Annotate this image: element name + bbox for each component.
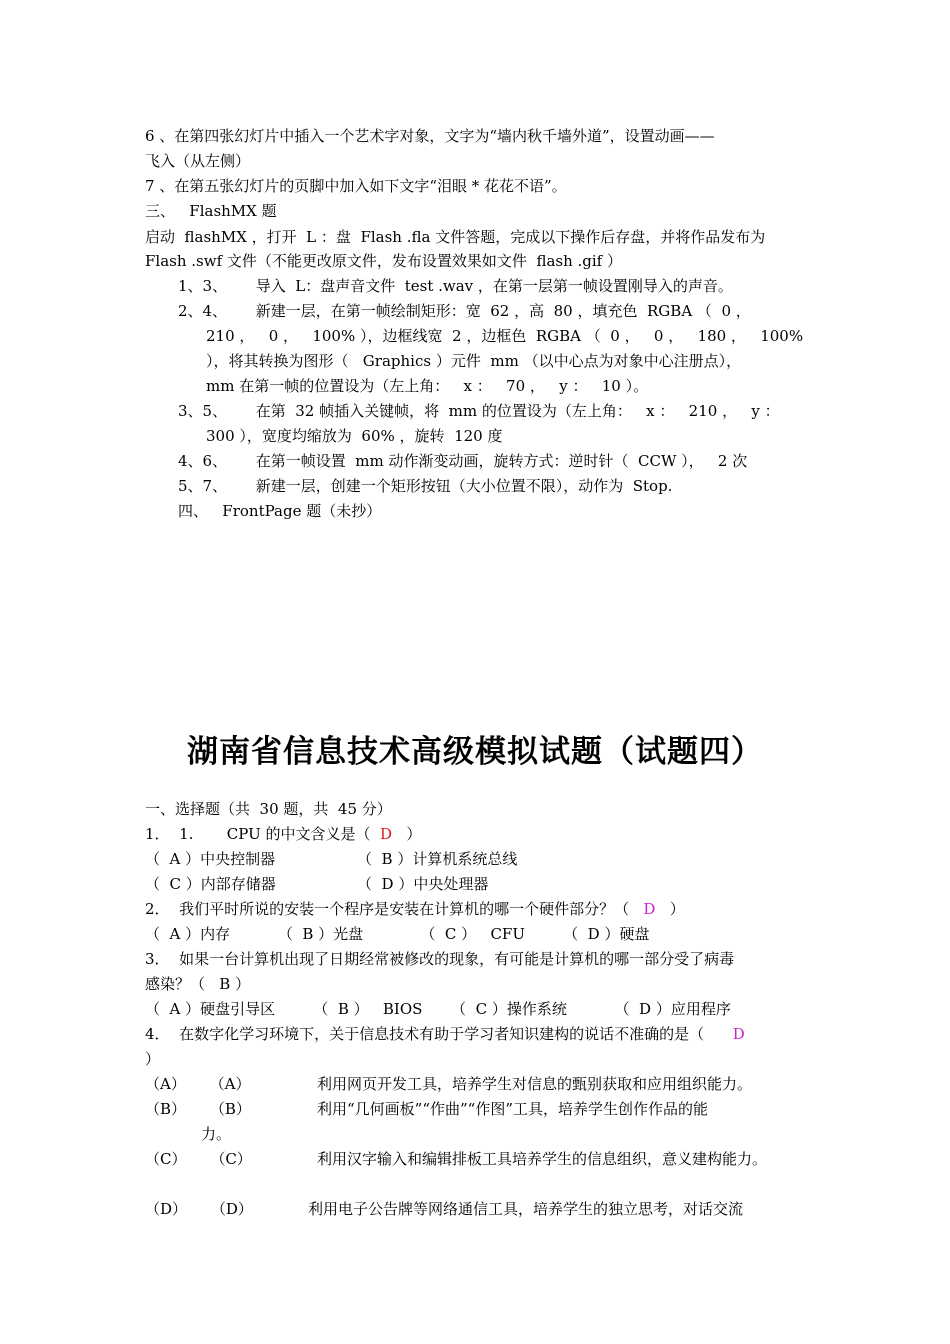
option-a: （ A ）中央控制器: [145, 850, 276, 868]
question-3-stem: 3． 如果一台计算机出现了日期经常被修改的现象，有可能是计算机的哪一部分受了病毒: [145, 950, 735, 968]
answer-mark: D: [380, 825, 393, 843]
option-d: （ D ）中央处理器: [357, 875, 489, 893]
text-line: 7 、在第五张幻灯片的页脚中加入如下文字“泪眼 * 花花不语”。: [145, 177, 567, 195]
list-item: 4、6、 在第一帧设置 mm 动作渐变动画，旋转方式：逆时针（ CCW ）， 2 次: [178, 452, 748, 470]
page-title: 湖南省信息技术高级模拟试题（试题四）: [187, 734, 763, 770]
list-item-continuation: mm 在第一帧的位置设为（左上角： x ： 70 ， y ： 10 ）。: [206, 377, 649, 395]
section-heading: 三、 FlashMX 题: [145, 202, 277, 220]
option-d-text: 利用电子公告牌等网络通信工具，培养学生的独立思考，对话交流: [308, 1200, 744, 1218]
question-close: ）: [392, 825, 422, 843]
option-a-label: （A） （A）: [145, 1075, 251, 1093]
question-text: 1． 1. CPU 的中文含义是（: [145, 825, 381, 843]
list-item: 3、5、 在第 32 帧插入关键帧，将 mm 的位置设为（左上角： x ： 210 ， y ：: [178, 402, 780, 420]
option-c-text: 利用汉字输入和编辑排板工具培养学生的信息组织，意义建构能力。: [317, 1150, 768, 1168]
list-item-continuation: 210 ， 0 ， 100% ），边框线宽 2 ，边框色 RGBA （ 0 ， 0 ， 180 ， 100%: [206, 327, 804, 345]
section-heading: 四、 FrontPage 题（未抄）: [178, 502, 382, 520]
question-3-options: （ A ）硬盘引导区 （ B ） BIOS （ C ）操作系统 （ D ）应用程序: [145, 1000, 731, 1018]
list-item: 2、4、 新建一层，在第一帧绘制矩形：宽 62 ，高 80 ，填充色 RGBA （ 0 ，: [178, 302, 751, 320]
question-text: 4． 在数字化学习环境下，关于信息技术有助于学习者知识建构的说话不准确的是（: [145, 1025, 733, 1043]
option-c: （ C ）内部存储器: [145, 875, 276, 893]
option-c-label: （C） （C）: [145, 1150, 252, 1168]
text-line: 启动 flashMX ，打开 L ：盘 Flash .fla 文件答题，完成以下操作后存盘，并将作品发布为: [145, 228, 766, 246]
list-item: 5、7、 新建一层，创建一个矩形按钮（大小位置不限），动作为 Stop.: [178, 477, 673, 495]
option-a-text: 利用网页开发工具，培养学生对信息的甄别获取和应用组织能力。: [317, 1075, 753, 1093]
question-4-stem: [145, 1024, 745, 1044]
text-line: 飞入（从左侧）: [145, 152, 251, 170]
option-b-text-continuation: 力。: [201, 1125, 232, 1143]
question-2-options: （ A ）内存 （ B ）光盘 （ C ） CFU （ D ）硬盘: [145, 925, 650, 943]
list-item-continuation: 300 ），宽度均缩放为 60% ，旋转 120 度: [206, 427, 503, 445]
option-d-label: （D） （D）: [145, 1200, 253, 1218]
option-b-label: （B） （B）: [145, 1100, 251, 1118]
text-line: 6 、在第四张幻灯片中插入一个艺术字对象，文字为“墙内秋千墙外道”，设置动画——: [145, 127, 715, 145]
question-3-stem-continuation: 感染？（ B ）: [145, 975, 251, 993]
answer-mark: D: [732, 1025, 745, 1043]
list-item-continuation: ），将其转换为图形（ Graphics ）元件 mm （以中心点为对象中心注册点），: [206, 352, 742, 370]
question-4-close: ）: [145, 1050, 161, 1068]
option-b: （ B ）计算机系统总线: [357, 850, 518, 868]
section-heading: 一、选择题（共 30 题，共 45 分）: [145, 800, 392, 818]
text-line: Flash .swf 文件（不能更改原文件，发布设置效果如文件 flash .gif ）: [145, 252, 622, 270]
question-1-stem: [145, 824, 421, 844]
question-text: 2． 我们平时所说的安装一个程序是安装在计算机的哪一个硬件部分？（: [145, 900, 644, 918]
option-b-text: 利用“几何画板”“作曲”“作图”工具，培养学生创作作品的能: [317, 1100, 709, 1118]
question-2-stem: [145, 899, 685, 919]
question-close: ）: [655, 900, 685, 918]
answer-mark: D: [643, 900, 656, 918]
list-item: 1、3、 导入 L：盘声音文件 test .wav ，在第一层第一帧设置刚导入的声音。: [178, 277, 733, 295]
